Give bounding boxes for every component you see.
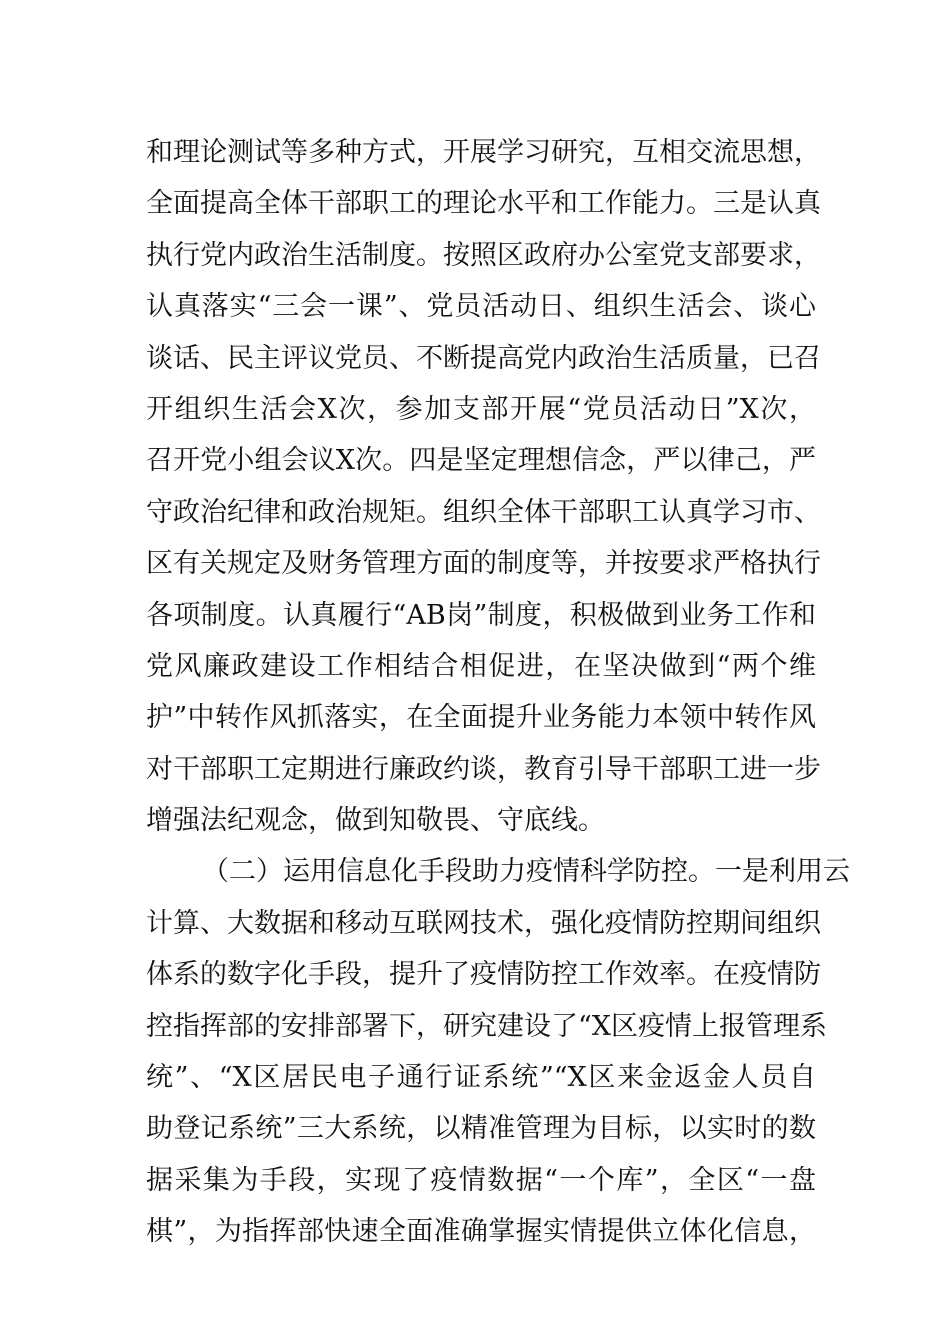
text-line: 计算、大数据和移动互联网技术，强化疫情防控期间组织 bbox=[146, 907, 821, 939]
text-line: 执行党内政治生活制度。按照区政府办公室党支部要求， bbox=[146, 239, 821, 271]
text-line: 区有关规定及财务管理方面的制度等，并按要求严格执行 bbox=[146, 548, 821, 580]
text-line: 谈话、民主评议党员、不断提高党内政治生活质量，已召 bbox=[146, 342, 821, 374]
text-line: 守政治纪律和政治规矩。组织全体干部职工认真学习市、 bbox=[146, 496, 821, 528]
text-line: 护”中转作风抓落实，在全面提升业务能力本领中转作风 bbox=[146, 702, 816, 734]
text-line: 开组织生活会X次，参加支部开展“党员活动日”X次， bbox=[146, 393, 816, 425]
text-line: 各项制度。认真履行“AB岗”制度，积极做到业务工作和 bbox=[146, 599, 816, 631]
text-line: 增强法纪观念，做到知敬畏、守底线。 bbox=[146, 805, 605, 837]
body-text bbox=[146, 127, 850, 1258]
text-line: 助登记系统”三大系统，以精准管理为目标，以实时的数 bbox=[146, 1113, 816, 1145]
text-line: 据采集为手段，实现了疫情数据“一个库”，全区“一盘 bbox=[146, 1164, 816, 1196]
text-line: 体系的数字化手段，提升了疫情防控工作效率。在疫情防 bbox=[146, 959, 821, 991]
text-line: 控指挥部的安排部署下，研究建设了“X区疫情上报管理系 bbox=[146, 1010, 828, 1042]
text-line: 认真落实“三会一课”、党员活动日、组织生活会、谈心 bbox=[146, 291, 816, 323]
text-line: 党风廉政建设工作相结合相促进，在坚决做到“两个维 bbox=[146, 650, 816, 682]
text-line: 对干部职工定期进行廉政约谈，教育引导干部职工进一步 bbox=[146, 753, 821, 785]
text-line: 全面提高全体干部职工的理论水平和工作能力。三是认真 bbox=[146, 188, 821, 220]
text-line: 召开党小组会议X次。四是坚定理想信念，严以律己，严 bbox=[146, 445, 816, 477]
section-heading-line: （二）运用信息化手段助力疫情科学防控。一是利用云 bbox=[202, 856, 850, 888]
text-line: 棋”，为指挥部快速全面准确掌握实情提供立体化信息， bbox=[146, 1216, 816, 1248]
text-line: 统”、“X区居民电子通行证系统”“X区来金返金人员自 bbox=[146, 1062, 816, 1094]
text-line: 和理论测试等多种方式，开展学习研究，互相交流思想， bbox=[146, 137, 821, 168]
